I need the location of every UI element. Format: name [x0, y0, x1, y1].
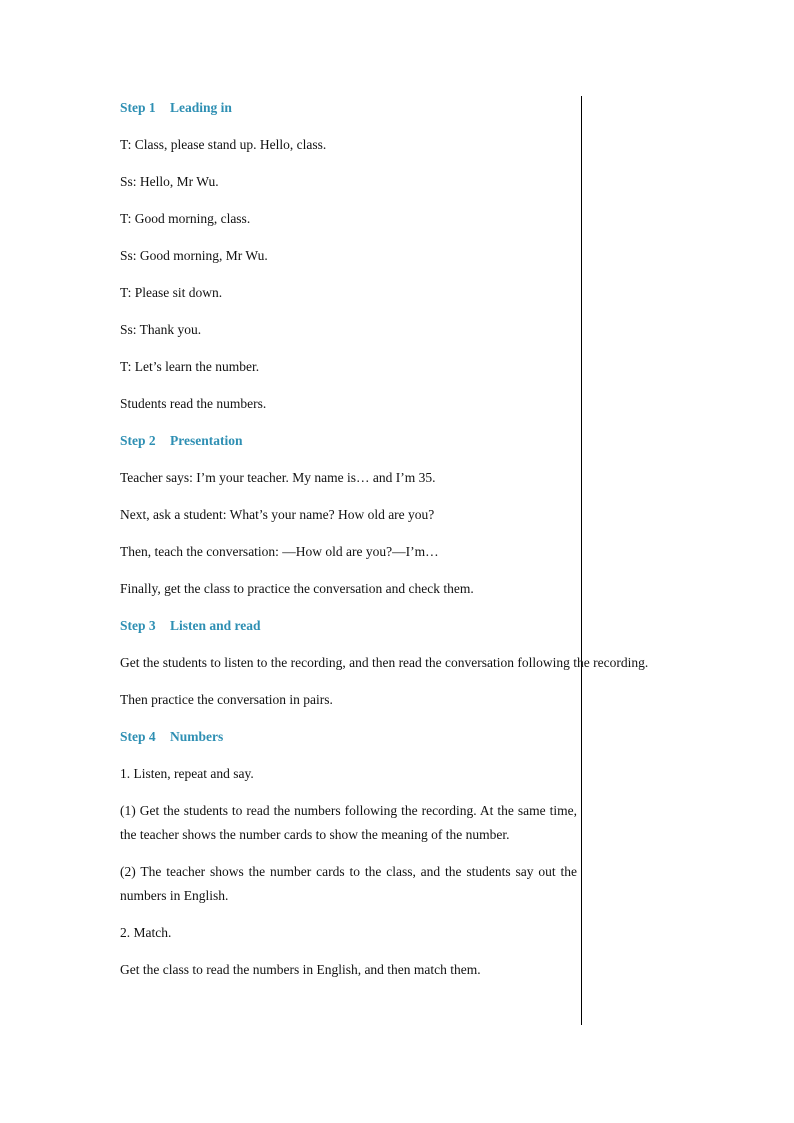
paragraph: Then practice the conversation in pairs.: [120, 692, 333, 707]
paragraph: T: Class, please stand up. Hello, class.: [120, 137, 327, 152]
step-number: Step 2: [120, 433, 156, 448]
step-title: Listen and read: [170, 618, 261, 633]
paragraph: T: Good morning, class.: [120, 211, 251, 226]
paragraph: 2. Match.: [120, 925, 172, 940]
paragraph: Get the students to listen to the recording, and then read the conversation following the recording.: [120, 655, 649, 670]
paragraph: T: Please sit down.: [120, 285, 223, 300]
column-divider-line: [581, 96, 582, 1025]
step-heading: [120, 725, 577, 749]
paragraph: T: Let’s learn the number.: [120, 359, 260, 374]
step-heading: [120, 96, 577, 120]
paragraph: Teacher says: I’m your teacher. My name is… and I’m 35.: [120, 470, 436, 485]
step-number: Step 3: [120, 618, 156, 633]
paragraph: Then, teach the conversation: —How old are you?—I’m…: [120, 544, 439, 559]
paragraph: Next, ask a student: What’s your name? How old are you?: [120, 507, 435, 522]
paragraph: Students read the numbers.: [120, 396, 267, 411]
paragraph: Ss: Hello, Mr Wu.: [120, 174, 219, 189]
step-number: Step 4: [120, 729, 156, 744]
step-heading: [120, 429, 577, 453]
text-column: [120, 96, 649, 995]
paragraph: (2) The teacher shows the number cards to the class, and the students say out the numbers in English.: [120, 864, 577, 903]
paragraph: Get the class to read the numbers in English, and then match them.: [120, 962, 481, 977]
paragraph: (1) Get the students to read the numbers following the recording. At the same time, the teacher shows the number cards to show the meaning of the number.: [120, 803, 577, 842]
step-title: Presentation: [170, 433, 243, 448]
paragraph: Ss: Good morning, Mr Wu.: [120, 248, 268, 263]
paragraph: 1. Listen, repeat and say.: [120, 766, 254, 781]
step-heading: [120, 614, 577, 638]
paragraph: Ss: Thank you.: [120, 322, 202, 337]
step-title: Numbers: [170, 729, 224, 744]
step-number: Step 1: [120, 100, 156, 115]
step-title: Leading in: [170, 100, 232, 115]
paragraph: Finally, get the class to practice the conversation and check them.: [120, 581, 474, 596]
